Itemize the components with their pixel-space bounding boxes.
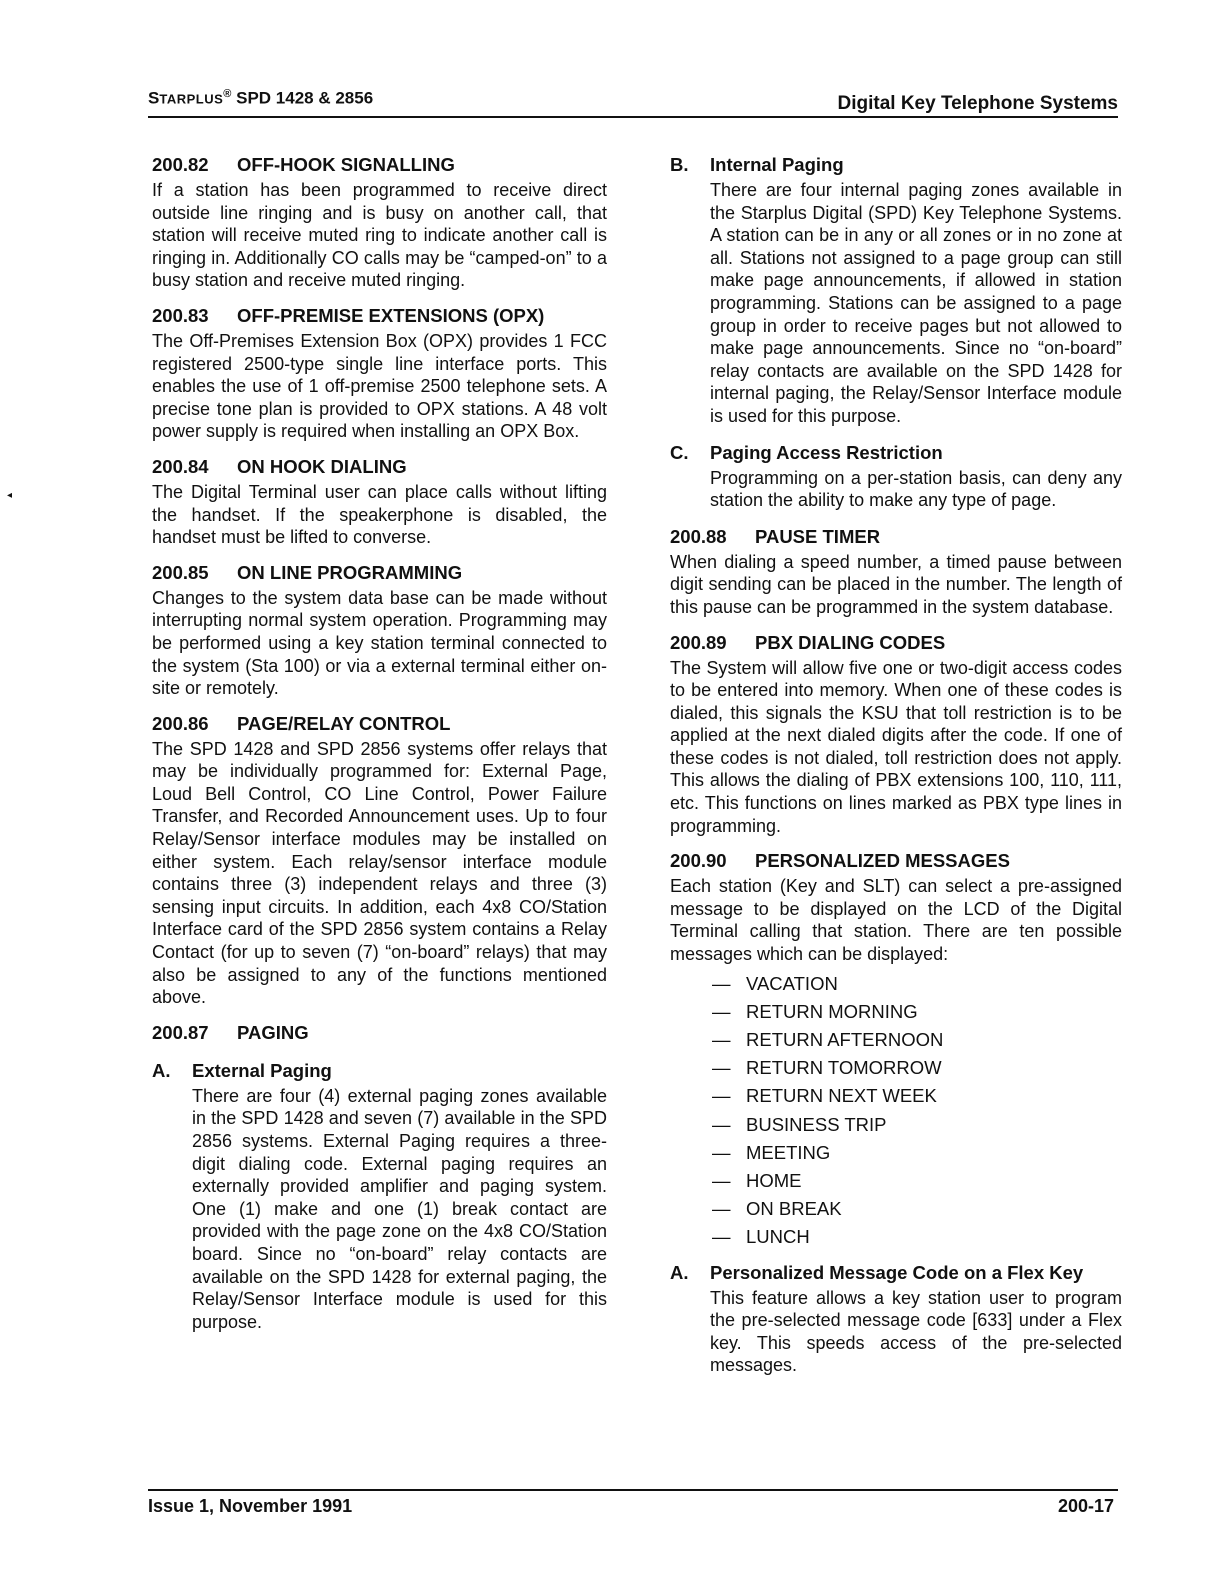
brand-prefix: S (148, 88, 160, 108)
message-label: MEETING (746, 1141, 831, 1163)
message-label: RETURN AFTERNOON (746, 1029, 944, 1051)
section-200-85 (152, 562, 607, 700)
message-label: RETURN TOMORROW (746, 1057, 942, 1079)
subsection-text: There are four (4) external paging zones available in the SPD 1428 and seven (7) available in the SPD 2856 systems. External Paging requires a three-digit dialing code. External paging requires an externally provided amplifier and paging system. One (1) make and one (1) break contact are provided with the page zone on the 4x8 CO/Station board. Since no “on-board” relay contacts are available on the SPD 1428 for external paging, the Relay/Sensor Interface module is used for this purpose. (192, 1085, 607, 1332)
subsection-internal-paging (670, 154, 1122, 428)
section-heading: PBX DIALING CODES (755, 631, 946, 653)
message-label: RETURN MORNING (746, 1000, 918, 1022)
dash-mark: — (712, 972, 731, 994)
section-heading: OFF-PREMISE EXTENSIONS (OPX) (237, 304, 545, 326)
dash-mark: — (712, 1226, 731, 1248)
message-list (712, 970, 1122, 1252)
subsection-letter: C. (670, 441, 689, 463)
list-item (712, 970, 1122, 998)
section-title (670, 526, 1122, 548)
subsection-heading: Personalized Message Code on a Flex Key (710, 1261, 1084, 1283)
list-item (712, 1167, 1122, 1195)
message-label: HOME (746, 1170, 802, 1192)
dash-mark: — (712, 1057, 731, 1079)
list-item (712, 1195, 1122, 1223)
section-text: The Off-Premises Extension Box (OPX) provides 1 FCC registered 2500-type single line interface ports. This enables the use of 1 off-premise 2500 telephone sets. A precise tone plan is provided to OPX stations. A 48 volt power supply is required when installing an OPX Box. (152, 330, 607, 442)
section-200-89 (670, 632, 1122, 838)
section-number: 200.83 (152, 304, 209, 326)
section-heading: PAGE/RELAY CONTROL (237, 712, 451, 734)
dash-mark: — (712, 1170, 731, 1192)
dash-mark: — (712, 1113, 731, 1135)
dash-mark: — (712, 1198, 731, 1220)
section-200-82 (152, 154, 607, 292)
section-number: 200.89 (670, 631, 727, 653)
footer-rule (148, 1489, 1118, 1491)
section-text: The Digital Terminal user can place calls without lifting the handset. If the speakerphone is disabled, the handset must be lifted to converse. (152, 481, 607, 548)
subsection-letter: B. (670, 154, 689, 175)
section-200-84 (152, 456, 607, 549)
section-number: 200.84 (152, 455, 209, 477)
list-item (712, 1139, 1122, 1167)
section-text: Each station (Key and SLT) can select a pre-assigned message to be displayed on the LCD of the Digital Terminal calling that station. There are ten possible messages which can be displayed: (670, 876, 1122, 965)
subsection-title (670, 442, 1122, 464)
list-item (712, 1054, 1122, 1082)
section-title (152, 1022, 607, 1044)
brand-model: SPD 1428 & 2856 (236, 88, 374, 108)
subsection-text: Programming on a per-station basis, can deny any station the ability to make any type of page. (710, 467, 1122, 511)
section-200-90 (670, 850, 1122, 1377)
section-number: 200.90 (670, 850, 727, 872)
message-label: ON BREAK (746, 1198, 842, 1220)
list-item (712, 998, 1122, 1026)
section-heading: PAGING (237, 1021, 309, 1043)
left-column (152, 154, 607, 1347)
subsection-paging-access-restriction (670, 442, 1122, 512)
message-label: VACATION (746, 972, 838, 994)
section-200-86 (152, 713, 607, 1009)
section-number: 200.88 (670, 525, 727, 547)
section-heading: PAUSE TIMER (755, 525, 881, 547)
section-heading: ON LINE PROGRAMMING (237, 561, 463, 583)
section-text: The System will allow five one or two-digit access codes to be entered into memory. When one of these codes is dialed, this signals the KSU that toll restriction is to be applied at the next dialed digits after the code. If one of these codes is not dialed, toll restriction does not apply. This allows the dialing of PBX extensions 100, 110, 111, etc. This functions on lines marked as PBX type lines in programming. (670, 657, 1122, 836)
subsection-heading: Internal Paging (710, 154, 844, 175)
section-text: The SPD 1428 and SPD 2856 systems offer relays that may be individually programmed for: External Page, Loud Bell Control, CO Line Control, Power Failure Transfer, and Recorded Announcement uses. Up to four Relay/Sensor interface modules may be installed on either system. Each relay/sensor interface module contains three (3) independent relays and three (3) sensing input circuits. In addition, each 4x8 CO/Station Interface card of the SPD 2856 system contains a Relay Contact (for up to seven (7) “on-board” relays) that may also be assigned to any of the functions mentioned above. (152, 738, 607, 1008)
section-200-88 (670, 526, 1122, 619)
section-title (152, 562, 607, 584)
dash-mark: — (712, 1141, 731, 1163)
subsection-text: This feature allows a key station user to program the pre-selected message code [633] under a Flex key. This speeds access of the pre-selected messages. (710, 1287, 1122, 1376)
header-brand (148, 88, 373, 109)
section-number: 200.85 (152, 561, 209, 583)
header-title: Digital Key Telephone Systems (837, 93, 1118, 114)
message-label: RETURN NEXT WEEK (746, 1085, 937, 1107)
subsection-flex-key (670, 1262, 1122, 1377)
page-number: 200-17 (1057, 1496, 1114, 1516)
subsection-external-paging (152, 1060, 607, 1334)
list-item (712, 1111, 1122, 1139)
subsection-text: There are four internal paging zones available in the Starplus Digital (SPD) Key Telephone Systems. A station can be in any or all zones or in no zone at all. Stations not assigned to a page group can still make page announcements, if allowed in station programming. Stations can be assigned to a page group in order to receive pages but not allowed to make page announcements. Since no “on-board” relay contacts are available on the SPD 1428 for internal paging, the Relay/Sensor Interface module is used for this purpose. (710, 180, 1122, 426)
subsection-heading: External Paging (192, 1059, 332, 1081)
brand-smallcaps: TARPLUS (159, 91, 224, 107)
subsection-title (670, 154, 1122, 176)
registered-mark: ® (223, 88, 232, 100)
section-heading: OFF-HOOK SIGNALLING (237, 154, 455, 175)
subsection-letter: A. (152, 1059, 171, 1081)
section-title (152, 456, 607, 478)
section-heading: PERSONALIZED MESSAGES (755, 850, 1010, 872)
section-title (152, 154, 607, 176)
message-label: LUNCH (746, 1226, 810, 1248)
dash-mark: — (712, 1085, 731, 1107)
right-column (670, 154, 1122, 1391)
subsection-heading: Paging Access Restriction (710, 441, 943, 463)
list-item (712, 1223, 1122, 1251)
section-text: When dialing a speed number, a timed pause between digit sending can be placed in the number. The length of this pause can be programmed in the system database. (670, 551, 1122, 617)
section-title (670, 632, 1122, 654)
section-text: If a station has been programmed to receive direct outside line ringing and is busy on another call, that station will receive muted ring to indicate another call is ringing in. Additionally CO calls may be “camped-on” to a busy station and receive muted ringing. (152, 180, 607, 291)
list-item (712, 1026, 1122, 1054)
section-text: Changes to the system data base can be made without interrupting normal system operation. Programming may be performed using a key station terminal connected to the system (Sta 100) or via a external terminal either on-site or remotely. (152, 587, 607, 699)
page-header (148, 88, 1118, 118)
section-title (670, 850, 1122, 872)
message-label: BUSINESS TRIP (746, 1113, 887, 1135)
subsection-title (670, 1262, 1122, 1284)
header-rule (148, 116, 1118, 118)
section-heading: ON HOOK DIALING (237, 455, 407, 477)
dash-mark: — (712, 1000, 731, 1022)
subsection-letter: A. (670, 1261, 689, 1283)
margin-mark: ◂ (7, 490, 13, 501)
subsection-title (152, 1060, 607, 1082)
section-number: 200.82 (152, 154, 209, 175)
section-200-83 (152, 305, 607, 443)
section-title (152, 713, 607, 735)
footer-issue: Issue 1, November 1991 (148, 1496, 353, 1516)
section-number: 200.87 (152, 1021, 209, 1043)
section-number: 200.86 (152, 712, 209, 734)
section-title (152, 305, 607, 327)
section-200-87 (152, 1022, 607, 1334)
list-item (712, 1082, 1122, 1110)
dash-mark: — (712, 1029, 731, 1051)
